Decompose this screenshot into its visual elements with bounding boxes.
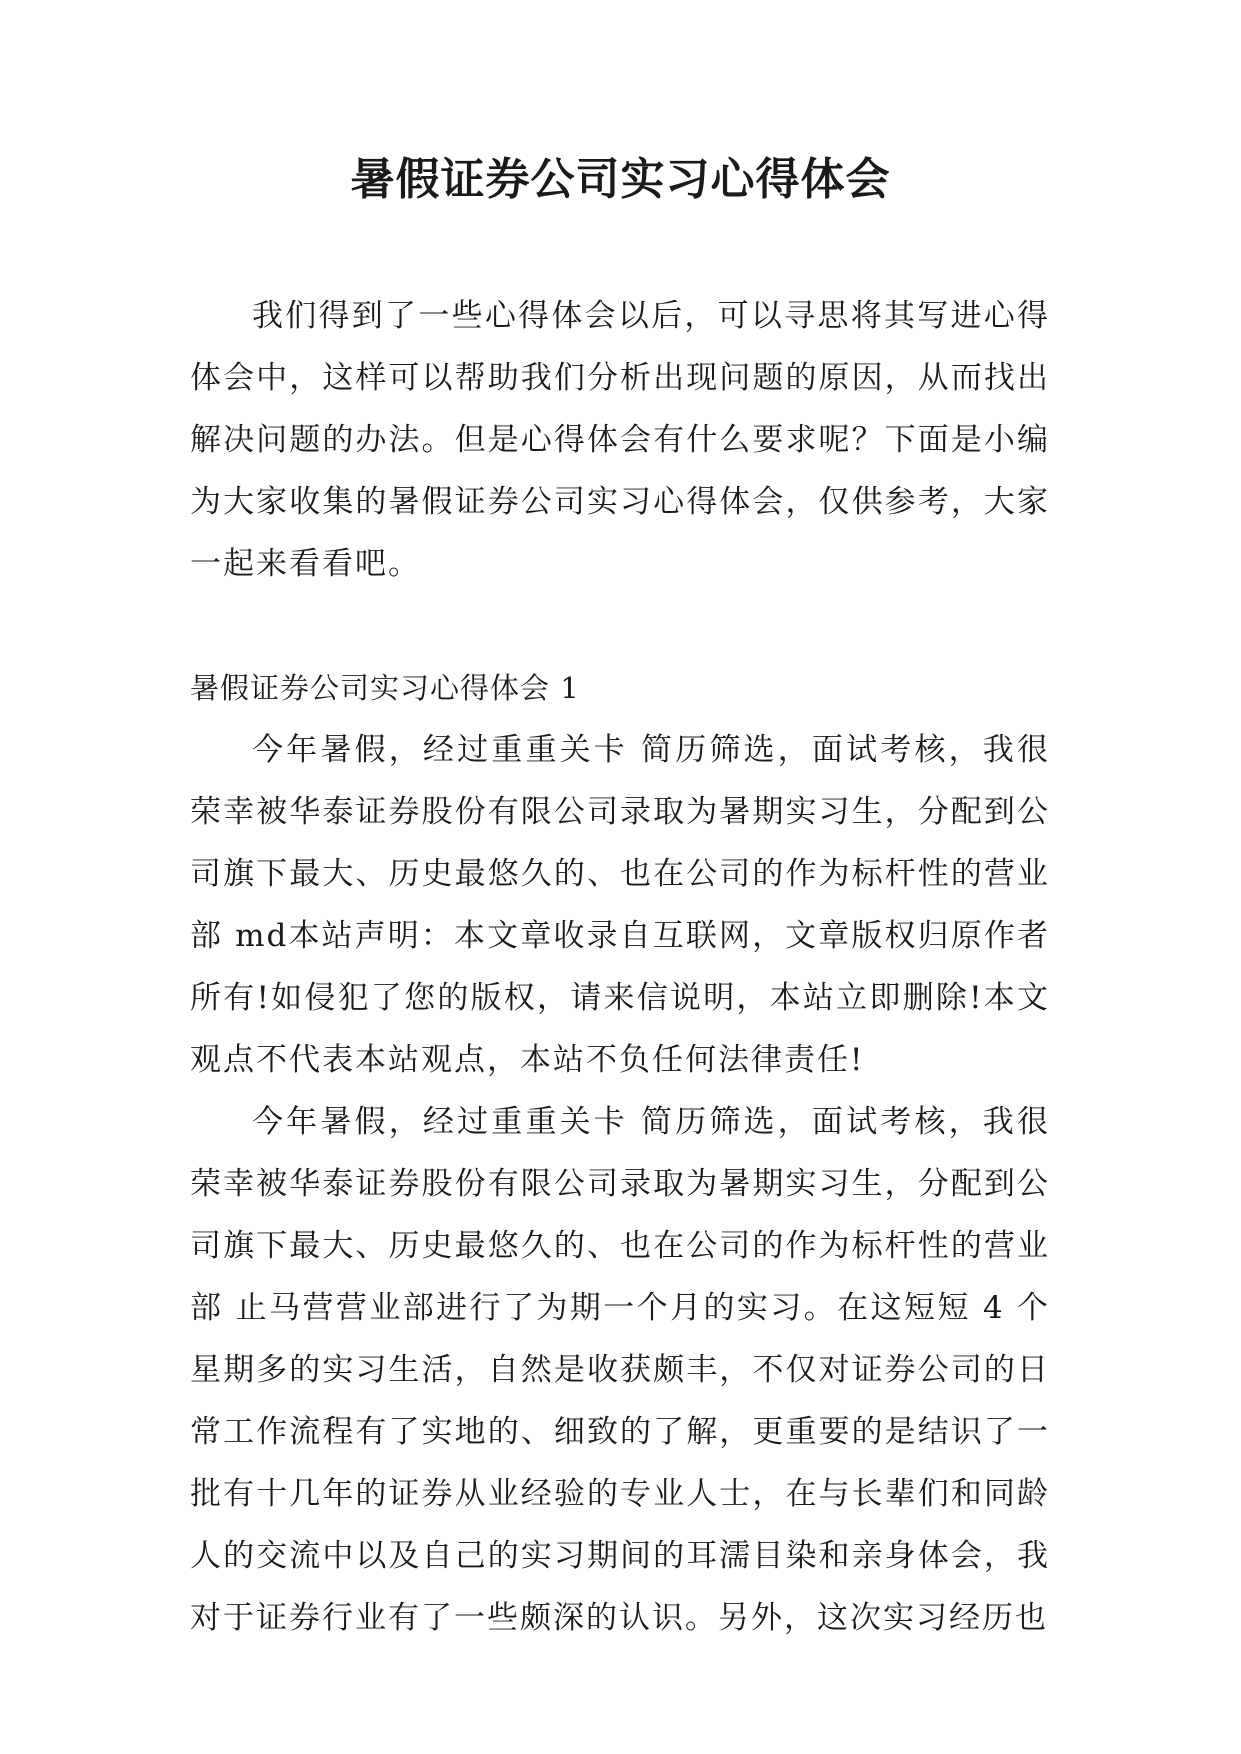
- intro-paragraph: 我们得到了一些心得体会以后，可以寻思将其写进心得体会中，这样可以帮助我们分析出现问题的原因，从而找出解决问题的办法。但是心得体会有什么要求呢？下面是小编为大家收集的暑假证券公司实习心得体会，仅供参考，大家一起来看看吧。: [190, 298, 1050, 582]
- section-heading: 暑假证券公司实习心得体会 1: [190, 671, 580, 705]
- document-body: [190, 285, 1050, 1649]
- document-title: 暑假证券公司实习心得体会: [350, 154, 891, 205]
- body-paragraph-1: 今年暑假，经过重重关卡 简历筛选，面试考核，我很荣幸被华泰证券股份有限公司录取为暑期实习生，分配到公司旗下最大、历史最悠久的、也在公司的作为标杆性的营业部 md本站声明：本文章收录自互联网，文章版权归原作者所有!如侵犯了您的版权，请来信说明，本站立即删除!本文观点不代表本站观点，本站不负任何法律责任!: [190, 732, 1050, 1078]
- body-paragraph-2: 今年暑假，经过重重关卡 简历筛选，面试考核，我很荣幸被华泰证券股份有限公司录取为暑期实习生，分配到公司旗下最大、历史最悠久的、也在公司的作为标杆性的营业部 止马营营业部进行了为期一个月的实习。在这短短 4 个星期多的实习生活，自然是收获颇丰，不仅对证券公司的日常工作流程有了实地的、细致的了解，更重要的是结识了一批有十几年的证券从业经验的专业人士，在与长辈们和同龄人的交流中以及自己的实习期间的耳濡目染和亲身体会，我对于证券行业有了一些颇深的认识。另外，这次实习经历也: [190, 1104, 1050, 1636]
